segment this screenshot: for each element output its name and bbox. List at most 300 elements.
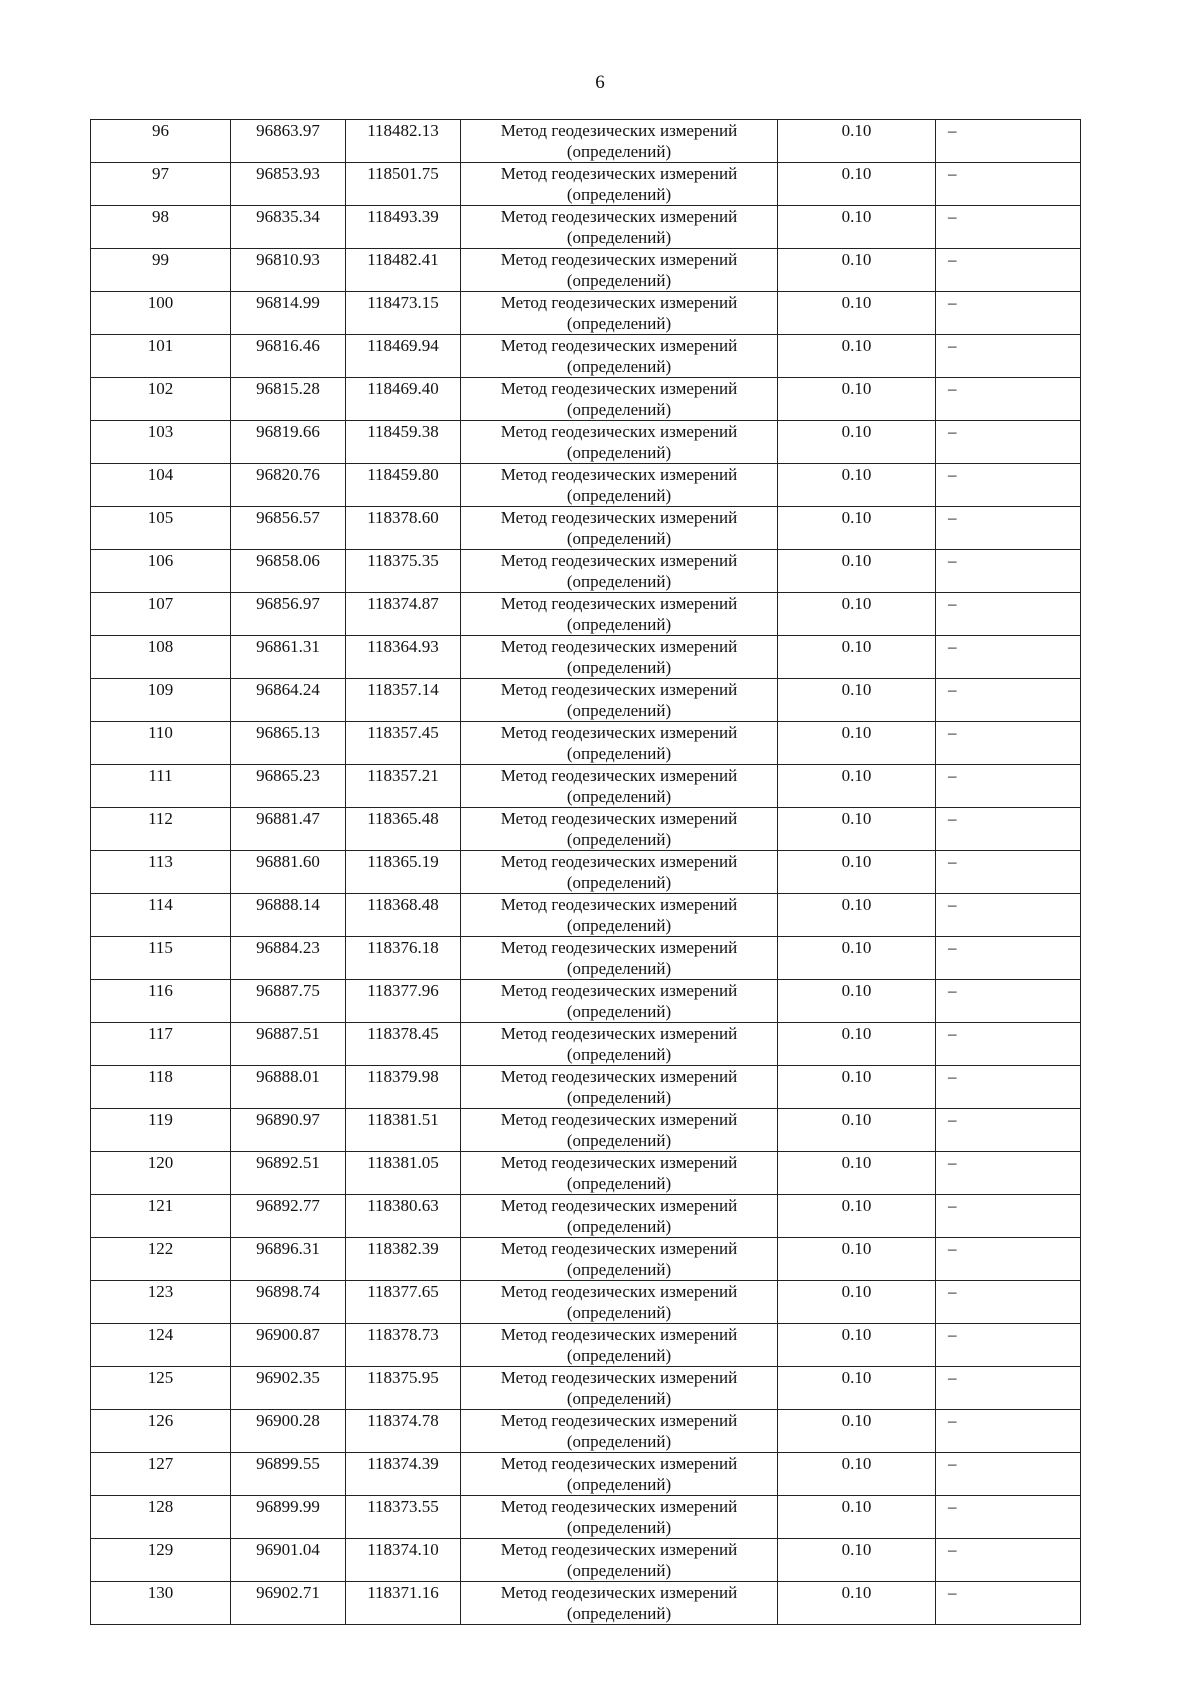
method-cell — [461, 507, 778, 550]
accuracy-cell: 0.10 — [778, 1023, 936, 1066]
method-cell — [461, 894, 778, 937]
method-line-1: Метод геодезических измерений — [500, 551, 738, 570]
point-number-cell: 125 — [91, 1367, 231, 1410]
method-line-1: Метод геодезических измерений — [500, 293, 738, 312]
x-coordinate-cell: 96864.24 — [231, 679, 346, 722]
note-cell: – — [936, 980, 1081, 1023]
point-number-cell: 118 — [91, 1066, 231, 1109]
table-row — [91, 163, 1081, 206]
x-coordinate-cell: 96881.60 — [231, 851, 346, 894]
note-cell: – — [936, 335, 1081, 378]
note-cell: – — [936, 722, 1081, 765]
table-row — [91, 1453, 1081, 1496]
y-coordinate-cell: 118374.87 — [346, 593, 461, 636]
point-number-cell: 102 — [91, 378, 231, 421]
point-number-cell: 120 — [91, 1152, 231, 1195]
table-row — [91, 292, 1081, 335]
x-coordinate-cell: 96865.13 — [231, 722, 346, 765]
note-cell: – — [936, 808, 1081, 851]
method-line-1: Метод геодезических измерений — [500, 766, 738, 785]
point-number-cell: 117 — [91, 1023, 231, 1066]
method-line-2: (определений) — [566, 1389, 672, 1408]
point-number-cell: 111 — [91, 765, 231, 808]
method-line-2: (определений) — [566, 1217, 672, 1236]
method-cell — [461, 765, 778, 808]
point-number-cell: 108 — [91, 636, 231, 679]
note-cell: – — [936, 1109, 1081, 1152]
method-cell — [461, 1367, 778, 1410]
table-row — [91, 378, 1081, 421]
method-cell — [461, 421, 778, 464]
x-coordinate-cell: 96861.31 — [231, 636, 346, 679]
accuracy-cell: 0.10 — [778, 980, 936, 1023]
note-cell: – — [936, 1539, 1081, 1582]
method-cell — [461, 464, 778, 507]
method-cell — [461, 1152, 778, 1195]
accuracy-cell: 0.10 — [778, 1582, 936, 1625]
x-coordinate-cell: 96856.57 — [231, 507, 346, 550]
x-coordinate-cell: 96887.75 — [231, 980, 346, 1023]
accuracy-cell: 0.10 — [778, 292, 936, 335]
x-coordinate-cell: 96853.93 — [231, 163, 346, 206]
y-coordinate-cell: 118373.55 — [346, 1496, 461, 1539]
method-cell — [461, 679, 778, 722]
accuracy-cell: 0.10 — [778, 1410, 936, 1453]
y-coordinate-cell: 118376.18 — [346, 937, 461, 980]
note-cell: – — [936, 636, 1081, 679]
method-cell — [461, 120, 778, 163]
x-coordinate-cell: 96900.87 — [231, 1324, 346, 1367]
method-line-2: (определений) — [566, 1174, 672, 1193]
method-line-1: Метод геодезических измерений — [500, 981, 738, 1000]
method-cell — [461, 636, 778, 679]
method-line-1: Метод геодезических измерений — [500, 1282, 738, 1301]
method-line-2: (определений) — [566, 658, 672, 677]
point-number-cell: 97 — [91, 163, 231, 206]
table-row — [91, 808, 1081, 851]
table-row — [91, 593, 1081, 636]
accuracy-cell: 0.10 — [778, 249, 936, 292]
accuracy-cell: 0.10 — [778, 421, 936, 464]
accuracy-cell: 0.10 — [778, 206, 936, 249]
accuracy-cell: 0.10 — [778, 464, 936, 507]
table-row — [91, 722, 1081, 765]
method-line-2: (определений) — [566, 529, 672, 548]
note-cell: – — [936, 206, 1081, 249]
table-row — [91, 1496, 1081, 1539]
method-line-2: (определений) — [566, 615, 672, 634]
point-number-cell: 119 — [91, 1109, 231, 1152]
method-line-1: Метод геодезических измерений — [500, 465, 738, 484]
point-number-cell: 127 — [91, 1453, 231, 1496]
method-cell — [461, 808, 778, 851]
method-line-2: (определений) — [566, 1131, 672, 1150]
x-coordinate-cell: 96858.06 — [231, 550, 346, 593]
method-line-1: Метод геодезических измерений — [500, 1454, 738, 1473]
note-cell: – — [936, 507, 1081, 550]
method-line-1: Метод геодезических измерений — [500, 1368, 738, 1387]
y-coordinate-cell: 118375.95 — [346, 1367, 461, 1410]
point-number-cell: 113 — [91, 851, 231, 894]
x-coordinate-cell: 96890.97 — [231, 1109, 346, 1152]
y-coordinate-cell: 118365.48 — [346, 808, 461, 851]
note-cell: – — [936, 249, 1081, 292]
note-cell: – — [936, 421, 1081, 464]
point-number-cell: 115 — [91, 937, 231, 980]
method-line-2: (определений) — [566, 959, 672, 978]
point-number-cell: 103 — [91, 421, 231, 464]
method-line-1: Метод геодезических измерений — [500, 809, 738, 828]
y-coordinate-cell: 118382.39 — [346, 1238, 461, 1281]
table-row — [91, 1367, 1081, 1410]
note-cell: – — [936, 937, 1081, 980]
table-row — [91, 980, 1081, 1023]
x-coordinate-cell: 96888.14 — [231, 894, 346, 937]
note-cell: – — [936, 292, 1081, 335]
x-coordinate-cell: 96896.31 — [231, 1238, 346, 1281]
coordinates-table — [90, 119, 1081, 1625]
method-line-2: (определений) — [566, 228, 672, 247]
method-line-2: (определений) — [566, 1303, 672, 1322]
x-coordinate-cell: 96888.01 — [231, 1066, 346, 1109]
note-cell: – — [936, 163, 1081, 206]
table-row — [91, 249, 1081, 292]
method-line-2: (определений) — [566, 486, 672, 505]
point-number-cell: 122 — [91, 1238, 231, 1281]
method-cell — [461, 1496, 778, 1539]
table-row — [91, 1281, 1081, 1324]
method-cell — [461, 206, 778, 249]
point-number-cell: 128 — [91, 1496, 231, 1539]
accuracy-cell: 0.10 — [778, 507, 936, 550]
method-line-1: Метод геодезических измерений — [500, 1196, 738, 1215]
note-cell: – — [936, 1281, 1081, 1324]
table-row — [91, 1324, 1081, 1367]
note-cell: – — [936, 120, 1081, 163]
x-coordinate-cell: 96810.93 — [231, 249, 346, 292]
point-number-cell: 114 — [91, 894, 231, 937]
method-cell — [461, 1281, 778, 1324]
x-coordinate-cell: 96902.71 — [231, 1582, 346, 1625]
y-coordinate-cell: 118459.80 — [346, 464, 461, 507]
accuracy-cell: 0.10 — [778, 722, 936, 765]
accuracy-cell: 0.10 — [778, 851, 936, 894]
point-number-cell: 109 — [91, 679, 231, 722]
note-cell: – — [936, 1066, 1081, 1109]
y-coordinate-cell: 118378.73 — [346, 1324, 461, 1367]
method-line-1: Метод геодезических измерений — [500, 422, 738, 441]
x-coordinate-cell: 96892.77 — [231, 1195, 346, 1238]
x-coordinate-cell: 96892.51 — [231, 1152, 346, 1195]
method-line-1: Метод геодезических измерений — [500, 121, 738, 140]
point-number-cell: 106 — [91, 550, 231, 593]
method-line-2: (определений) — [566, 873, 672, 892]
accuracy-cell: 0.10 — [778, 679, 936, 722]
method-cell — [461, 722, 778, 765]
method-cell — [461, 1410, 778, 1453]
method-line-2: (определений) — [566, 1604, 672, 1623]
note-cell: – — [936, 1324, 1081, 1367]
point-number-cell: 124 — [91, 1324, 231, 1367]
method-line-1: Метод геодезических измерений — [500, 1325, 738, 1344]
method-line-1: Метод геодезических измерений — [500, 938, 738, 957]
method-line-2: (определений) — [566, 271, 672, 290]
note-cell: – — [936, 1410, 1081, 1453]
note-cell: – — [936, 765, 1081, 808]
method-line-1: Метод геодезических измерений — [500, 1024, 738, 1043]
method-cell — [461, 1195, 778, 1238]
note-cell: – — [936, 851, 1081, 894]
x-coordinate-cell: 96819.66 — [231, 421, 346, 464]
method-line-1: Метод геодезических измерений — [500, 1497, 738, 1516]
point-number-cell: 98 — [91, 206, 231, 249]
accuracy-cell: 0.10 — [778, 1152, 936, 1195]
y-coordinate-cell: 118377.65 — [346, 1281, 461, 1324]
x-coordinate-cell: 96856.97 — [231, 593, 346, 636]
note-cell: – — [936, 593, 1081, 636]
accuracy-cell: 0.10 — [778, 335, 936, 378]
x-coordinate-cell: 96865.23 — [231, 765, 346, 808]
method-line-1: Метод геодезических измерений — [500, 637, 738, 656]
accuracy-cell: 0.10 — [778, 1367, 936, 1410]
y-coordinate-cell: 118357.45 — [346, 722, 461, 765]
method-cell — [461, 593, 778, 636]
accuracy-cell: 0.10 — [778, 1324, 936, 1367]
y-coordinate-cell: 118371.16 — [346, 1582, 461, 1625]
method-line-2: (определений) — [566, 787, 672, 806]
point-number-cell: 105 — [91, 507, 231, 550]
table-body — [91, 120, 1081, 1625]
accuracy-cell: 0.10 — [778, 1109, 936, 1152]
table-row — [91, 335, 1081, 378]
method-line-2: (определений) — [566, 1002, 672, 1021]
table-row — [91, 421, 1081, 464]
y-coordinate-cell: 118501.75 — [346, 163, 461, 206]
method-line-1: Метод геодезических измерений — [500, 250, 738, 269]
method-cell — [461, 335, 778, 378]
method-line-1: Метод геодезических измерений — [500, 164, 738, 183]
method-line-2: (определений) — [566, 1260, 672, 1279]
method-line-2: (определений) — [566, 1432, 672, 1451]
y-coordinate-cell: 118378.60 — [346, 507, 461, 550]
y-coordinate-cell: 118469.94 — [346, 335, 461, 378]
accuracy-cell: 0.10 — [778, 808, 936, 851]
x-coordinate-cell: 96816.46 — [231, 335, 346, 378]
y-coordinate-cell: 118375.35 — [346, 550, 461, 593]
method-line-2: (определений) — [566, 916, 672, 935]
method-line-1: Метод геодезических измерений — [500, 1110, 738, 1129]
y-coordinate-cell: 118357.14 — [346, 679, 461, 722]
table-row — [91, 206, 1081, 249]
x-coordinate-cell: 96884.23 — [231, 937, 346, 980]
method-line-2: (определений) — [566, 400, 672, 419]
table-row — [91, 507, 1081, 550]
method-line-1: Метод геодезических измерений — [500, 336, 738, 355]
table-row — [91, 550, 1081, 593]
method-cell — [461, 1109, 778, 1152]
method-cell — [461, 937, 778, 980]
method-line-2: (определений) — [566, 185, 672, 204]
x-coordinate-cell: 96901.04 — [231, 1539, 346, 1582]
y-coordinate-cell: 118469.40 — [346, 378, 461, 421]
point-number-cell: 129 — [91, 1539, 231, 1582]
x-coordinate-cell: 96900.28 — [231, 1410, 346, 1453]
point-number-cell: 116 — [91, 980, 231, 1023]
method-line-2: (определений) — [566, 1561, 672, 1580]
method-line-1: Метод геодезических измерений — [500, 680, 738, 699]
method-line-2: (определений) — [566, 701, 672, 720]
y-coordinate-cell: 118364.93 — [346, 636, 461, 679]
point-number-cell: 130 — [91, 1582, 231, 1625]
x-coordinate-cell: 96863.97 — [231, 120, 346, 163]
method-cell — [461, 378, 778, 421]
accuracy-cell: 0.10 — [778, 1238, 936, 1281]
accuracy-cell: 0.10 — [778, 1281, 936, 1324]
accuracy-cell: 0.10 — [778, 163, 936, 206]
table-row — [91, 1109, 1081, 1152]
accuracy-cell: 0.10 — [778, 1066, 936, 1109]
method-cell — [461, 851, 778, 894]
point-number-cell: 100 — [91, 292, 231, 335]
table-row — [91, 937, 1081, 980]
table-row — [91, 1582, 1081, 1625]
y-coordinate-cell: 118379.98 — [346, 1066, 461, 1109]
method-cell — [461, 550, 778, 593]
method-line-1: Метод геодезических измерений — [500, 508, 738, 527]
y-coordinate-cell: 118459.38 — [346, 421, 461, 464]
method-line-2: (определений) — [566, 744, 672, 763]
note-cell: – — [936, 1582, 1081, 1625]
method-line-1: Метод геодезических измерений — [500, 1239, 738, 1258]
method-line-2: (определений) — [566, 1346, 672, 1365]
method-line-2: (определений) — [566, 142, 672, 161]
method-line-1: Метод геодезических измерений — [500, 1067, 738, 1086]
note-cell: – — [936, 1152, 1081, 1195]
table-row — [91, 1410, 1081, 1453]
accuracy-cell: 0.10 — [778, 1195, 936, 1238]
y-coordinate-cell: 118368.48 — [346, 894, 461, 937]
table-row — [91, 765, 1081, 808]
accuracy-cell: 0.10 — [778, 894, 936, 937]
point-number-cell: 126 — [91, 1410, 231, 1453]
method-line-1: Метод геодезических измерений — [500, 852, 738, 871]
method-line-2: (определений) — [566, 357, 672, 376]
x-coordinate-cell: 96881.47 — [231, 808, 346, 851]
y-coordinate-cell: 118365.19 — [346, 851, 461, 894]
point-number-cell: 99 — [91, 249, 231, 292]
point-number-cell: 101 — [91, 335, 231, 378]
method-cell — [461, 1453, 778, 1496]
method-cell — [461, 1324, 778, 1367]
note-cell: – — [936, 550, 1081, 593]
method-cell — [461, 1238, 778, 1281]
table-row — [91, 636, 1081, 679]
table-row — [91, 1238, 1081, 1281]
method-line-2: (определений) — [566, 1088, 672, 1107]
method-line-2: (определений) — [566, 1475, 672, 1494]
note-cell: – — [936, 1023, 1081, 1066]
x-coordinate-cell: 96815.28 — [231, 378, 346, 421]
method-cell — [461, 1066, 778, 1109]
accuracy-cell: 0.10 — [778, 1496, 936, 1539]
note-cell: – — [936, 378, 1081, 421]
method-line-2: (определений) — [566, 1045, 672, 1064]
method-line-1: Метод геодезических измерений — [500, 895, 738, 914]
table-row — [91, 1539, 1081, 1582]
accuracy-cell: 0.10 — [778, 937, 936, 980]
method-cell — [461, 1539, 778, 1582]
point-number-cell: 104 — [91, 464, 231, 507]
table-row — [91, 1195, 1081, 1238]
method-cell — [461, 980, 778, 1023]
method-line-1: Метод геодезических измерений — [500, 1153, 738, 1172]
point-number-cell: 112 — [91, 808, 231, 851]
method-line-2: (определений) — [566, 443, 672, 462]
point-number-cell: 123 — [91, 1281, 231, 1324]
accuracy-cell: 0.10 — [778, 765, 936, 808]
method-line-2: (определений) — [566, 830, 672, 849]
table-row — [91, 1066, 1081, 1109]
table-row — [91, 120, 1081, 163]
y-coordinate-cell: 118374.78 — [346, 1410, 461, 1453]
method-cell — [461, 292, 778, 335]
accuracy-cell: 0.10 — [778, 378, 936, 421]
accuracy-cell: 0.10 — [778, 1539, 936, 1582]
y-coordinate-cell: 118374.39 — [346, 1453, 461, 1496]
table-row — [91, 1152, 1081, 1195]
method-line-1: Метод геодезических измерений — [500, 1583, 738, 1602]
page-number: 6 — [595, 72, 605, 93]
y-coordinate-cell: 118374.10 — [346, 1539, 461, 1582]
y-coordinate-cell: 118357.21 — [346, 765, 461, 808]
method-line-1: Метод геодезических измерений — [500, 1411, 738, 1430]
note-cell: – — [936, 894, 1081, 937]
method-cell — [461, 1582, 778, 1625]
y-coordinate-cell: 118473.15 — [346, 292, 461, 335]
y-coordinate-cell: 118381.51 — [346, 1109, 461, 1152]
y-coordinate-cell: 118482.41 — [346, 249, 461, 292]
x-coordinate-cell: 96902.35 — [231, 1367, 346, 1410]
method-cell — [461, 1023, 778, 1066]
point-number-cell: 96 — [91, 120, 231, 163]
method-line-1: Метод геодезических измерений — [500, 207, 738, 226]
x-coordinate-cell: 96820.76 — [231, 464, 346, 507]
x-coordinate-cell: 96835.34 — [231, 206, 346, 249]
method-line-1: Метод геодезических измерений — [500, 594, 738, 613]
point-number-cell: 110 — [91, 722, 231, 765]
method-cell — [461, 163, 778, 206]
note-cell: – — [936, 1367, 1081, 1410]
note-cell: – — [936, 1453, 1081, 1496]
table-row — [91, 464, 1081, 507]
x-coordinate-cell: 96887.51 — [231, 1023, 346, 1066]
method-line-2: (определений) — [566, 314, 672, 333]
y-coordinate-cell: 118377.96 — [346, 980, 461, 1023]
y-coordinate-cell: 118482.13 — [346, 120, 461, 163]
y-coordinate-cell: 118381.05 — [346, 1152, 461, 1195]
method-line-2: (определений) — [566, 1518, 672, 1537]
x-coordinate-cell: 96898.74 — [231, 1281, 346, 1324]
x-coordinate-cell: 96899.99 — [231, 1496, 346, 1539]
accuracy-cell: 0.10 — [778, 636, 936, 679]
point-number-cell: 107 — [91, 593, 231, 636]
accuracy-cell: 0.10 — [778, 120, 936, 163]
method-line-1: Метод геодезических измерений — [500, 1540, 738, 1559]
table-row — [91, 1023, 1081, 1066]
note-cell: – — [936, 679, 1081, 722]
point-number-cell: 121 — [91, 1195, 231, 1238]
method-line-1: Метод геодезических измерений — [500, 723, 738, 742]
